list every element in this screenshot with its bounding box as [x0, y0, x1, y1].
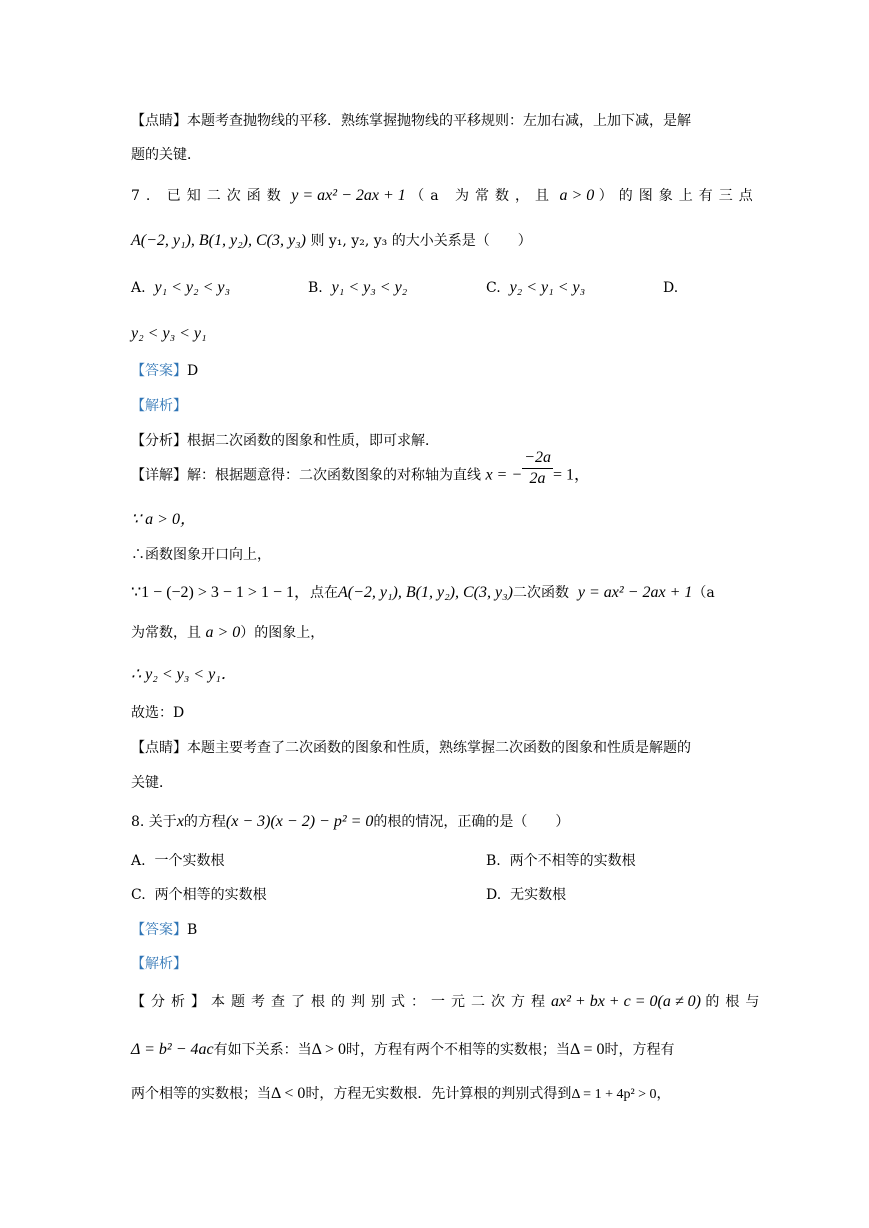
q7-option-b: B. y₁ < y₃ < y₂ [308, 279, 408, 296]
q8-option-b: B. 两个不相等的实数根 [486, 853, 636, 869]
axis-rhs: = 1， [552, 466, 590, 484]
q7-stem-line-2 [131, 231, 738, 251]
answer-tag: 【答案】 [131, 363, 187, 379]
q8-option-d: D. 无实数根 [486, 887, 567, 903]
q8-fenxi-line-1: 【分析】本题考查了根的判别式：一元二次方程ax² + bx + c = 0(a ≠ 0) 的根与 [131, 993, 766, 1010]
q7-equation: y = ax² − 2ax + 1 [291, 187, 406, 204]
q7-xiangjie: 【详解】解：根据题意得：二次函数图象的对称轴为直线 x = − $\frac{-2a}{2a}$ = 1， [131, 449, 590, 487]
axis-lhs: x = − [485, 466, 523, 484]
q7-option-d-label: D. [663, 280, 679, 296]
dianjing-text: 本题考查抛物线的平移．熟练掌握抛物线的平移规则：左加右减，上加下减，是解 [187, 113, 691, 129]
dianjing-line-2: 题的关键． [131, 147, 201, 163]
q7-analysis-tag: 【解析】 [131, 398, 187, 414]
q7-because-1: ∵ a > 0， [131, 511, 196, 528]
axis-fraction: $\frac{-2a}{2a}$ [524, 449, 551, 487]
dianjing-line-1 [131, 111, 738, 131]
q7-condition: a > 0 [559, 187, 595, 204]
q8-option-a: A. 一个实数根 [131, 853, 225, 869]
answer-value: D [187, 363, 199, 379]
q7-stem-post: ）的图象上有三点 [598, 188, 759, 204]
q7-stem-line-2-post: 则 y₁, y₂, y₃ 的大小关系是（ ） [310, 233, 532, 249]
q7-fenxi: 【分析】根据二次函数的图象和性质，即可求解． [131, 433, 439, 449]
q7-therefore-1: ∴函数图象开口向上， [131, 547, 271, 563]
q7-therefore-2: ∴ y₂ < y₃ < y₁． [131, 666, 237, 683]
q7-option-d-text: y₂ < y₃ < y₁ [131, 325, 207, 342]
q7-stem-mid: （a 为常数，且 [410, 188, 556, 204]
q7-dianjing-line-2: 关键． [131, 775, 173, 791]
q7-guxuan: 故选：D [131, 705, 185, 721]
q8-equation: (x − 3)(x − 2) − p² = 0 [225, 813, 374, 830]
q7-answer [131, 361, 738, 381]
q7-dianjing-line-1: 【点睛】本题主要考查了二次函数的图象和性质，熟练掌握二次函数的图象和性质是解题的 [131, 740, 691, 756]
q8-stem: 8. 关于x的方程(x − 3)(x − 2) − p² = 0的根的情况，正确的是（ ） [131, 813, 570, 830]
q8-answer: 【答案】B [131, 922, 198, 938]
q7-cont-line: 为常数，且 a > 0）的图象上， [131, 624, 325, 641]
q7-stem-pre: 7. 已知二次函数 [131, 188, 287, 204]
q7-option-c: C. y₂ < y₁ < y₃ [486, 279, 586, 296]
q7-option-a: A. y₁ < y₂ < y₃ [131, 279, 231, 296]
q8-option-c: C. 两个相等的实数根 [131, 887, 267, 903]
q8-fenxi-line-2: Δ = b² − 4ac有如下关系：当Δ > 0时，方程有两个不相等的实数根；当Δ = 0时，方程有 [131, 1041, 675, 1058]
q7-stem-line-1 [131, 186, 759, 206]
q7-points: A(−2, y₁), B(1, y₂), C(3, y₃) [131, 232, 306, 249]
q7-because-2: ∵1 − (−2) > 3 − 1 > 1 − 1，点在A(−2, y₁), B(1, y₂), C(3, y₃)二次函数 y = ax² − 2ax + 1（a [131, 584, 715, 601]
q8-analysis-tag: 【解析】 [131, 956, 187, 972]
q8-fenxi-line-3: 两个相等的实数根；当Δ < 0时，方程无实数根．先计算根的判别式得到Δ = 1 + 4p² > 0， [131, 1085, 671, 1102]
dianjing-tag: 【点睛】 [131, 113, 187, 129]
